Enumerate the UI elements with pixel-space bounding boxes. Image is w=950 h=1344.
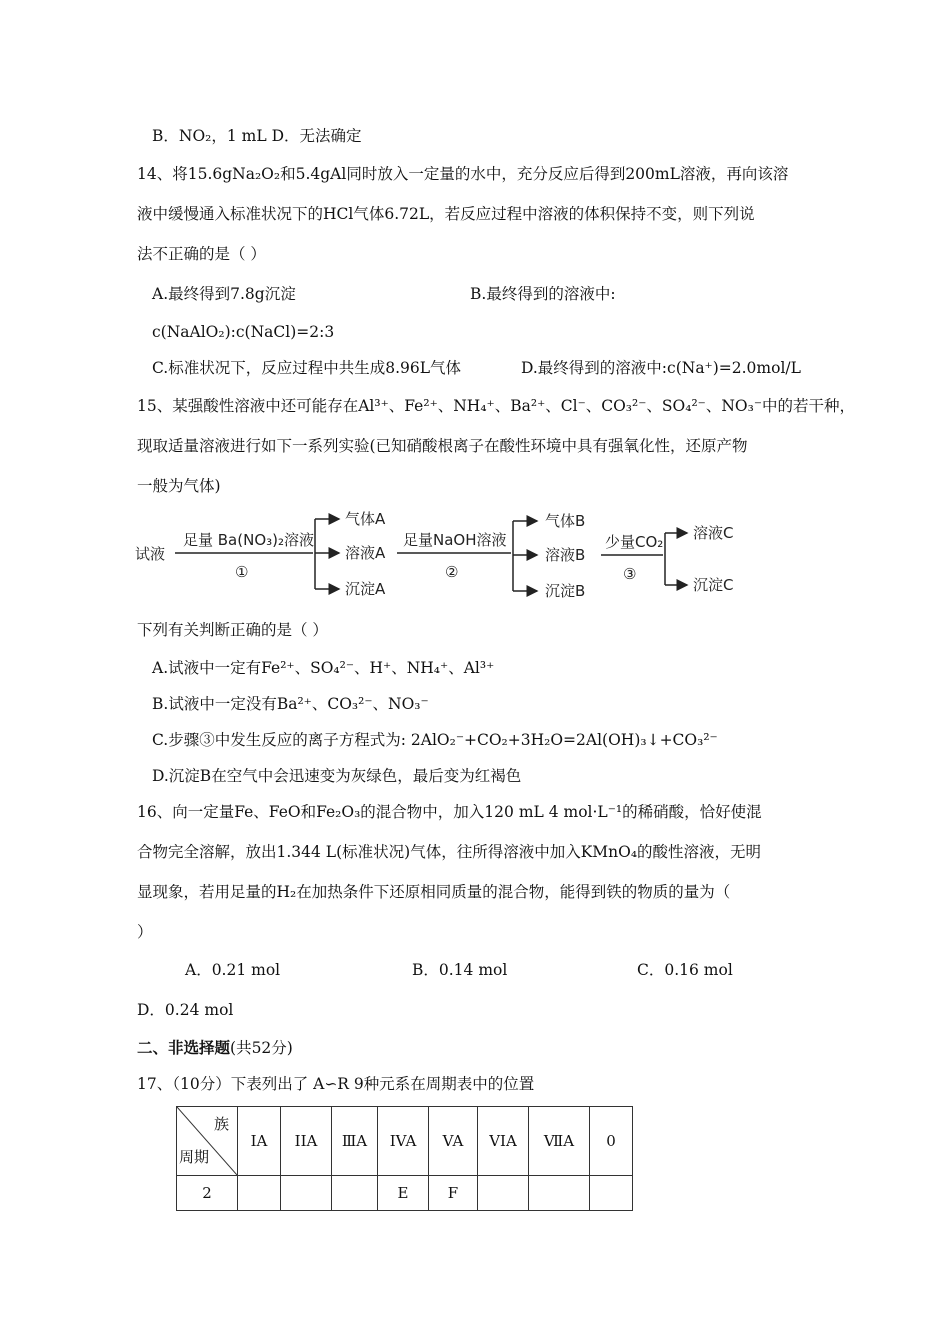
flow-gas-A: 气体A: [345, 510, 386, 528]
question-16-line3: 显现象，若用足量的H₂在加热条件下还原相同质量的混合物，能得到铁的物质的量为（: [137, 883, 731, 901]
flow-solution-A: 溶液A: [345, 544, 386, 562]
group-header: IVA: [378, 1107, 429, 1176]
flow-solution-B: 溶液B: [545, 546, 586, 564]
flow-step3-reagent: 少量CO₂: [605, 533, 664, 551]
question-15-line3: 一般为气体): [137, 477, 221, 495]
group-header: VA: [429, 1107, 478, 1176]
question-17-line1: 17、（10分）下表列出了 A∽R 9种元系在周期表中的位置: [137, 1075, 535, 1093]
q14-option-C: C.标准状况下，反应过程中共生成8.96L气体: [152, 359, 462, 377]
flow-precipitate-B: 沉淀B: [545, 582, 586, 600]
q14-option-B-cont: c(NaAlO₂):c(NaCl)=2:3: [152, 323, 335, 341]
q16-option-C: C．0.16 mol: [637, 961, 733, 979]
table-cell: [590, 1176, 633, 1211]
group-header: VIA: [478, 1107, 529, 1176]
flow-start-label: 试液: [135, 545, 166, 563]
question-14-line1: 14、将15.6gNa₂O₂和5.4gAl同时放入一定量的水中，充分反应后得到200mL溶液，再向该溶: [137, 165, 789, 183]
flow-precipitate-A: 沉淀A: [345, 580, 386, 598]
group-header: IA: [238, 1107, 281, 1176]
question-15-line2: 现取适量溶液进行如下一系列实验(已知硝酸根离子在酸性环境中具有强氧化性，还原产物: [137, 437, 748, 455]
q14-option-D: D.最终得到的溶液中:c(Na⁺)=2.0mol/L: [521, 359, 801, 377]
group-header: ⅦA: [529, 1107, 590, 1176]
option-line-B-D-q13: B．NO₂，1 mL D．无法确定: [152, 127, 362, 145]
q14-option-A: A.最终得到7.8g沉淀: [152, 285, 296, 303]
question-15-prompt: 下列有关判断正确的是（ ）: [137, 621, 328, 639]
q15-option-A: A.试液中一定有Fe²⁺、SO₄²⁻、H⁺、NH₄⁺、Al³⁺: [152, 659, 495, 677]
group-header: IIA: [281, 1107, 332, 1176]
question-14-line3: 法不正确的是（ ）: [137, 245, 266, 263]
question-14-line2: 液中缓慢通入标准状况下的HCl气体6.72L，若反应过程中溶液的体积保持不变，则下列说: [137, 205, 755, 223]
flow-step3-number: ③: [623, 565, 637, 583]
group-header: ⅢA: [332, 1107, 378, 1176]
table-cell: [478, 1176, 529, 1211]
experiment-flowchart: [135, 507, 755, 607]
group-header: 0: [590, 1107, 633, 1176]
q15-option-D: D.沉淀B在空气中会迅速变为灰绿色，最后变为红褐色: [152, 767, 522, 785]
table-cell: F: [429, 1176, 478, 1211]
table-cell: [281, 1176, 332, 1211]
q14-option-B: B.最终得到的溶液中:: [470, 285, 616, 303]
table-cell: [529, 1176, 590, 1211]
flow-step1-number: ①: [235, 563, 249, 581]
table-cell: [238, 1176, 281, 1211]
corner-group-label: 族: [213, 1115, 229, 1133]
period-cell: 2: [177, 1176, 238, 1211]
section-2-score: (共52分): [230, 1039, 293, 1057]
q16-option-D: D．0.24 mol: [137, 1001, 234, 1019]
flow-step1-reagent: 足量 Ba(NO₃)₂溶液: [183, 531, 315, 549]
section-2-heading: [137, 1038, 293, 1058]
question-16-line2: 合物完全溶解，放出1.344 L(标准状况)气体，往所得溶液中加入KMnO₄的酸性溶液，无明: [137, 843, 762, 861]
q15-option-B: B.试液中一定没有Ba²⁺、CO₃²⁻、NO₃⁻: [152, 695, 429, 713]
flow-step2-number: ②: [445, 563, 459, 581]
q15-option-C: C.步骤③中发生反应的离子方程式为: 2AlO₂⁻+CO₂+3H₂O=2Al(OH)₃↓+CO₃²⁻: [152, 731, 718, 749]
question-15-line1: 15、某强酸性溶液中还可能存在Al³⁺、Fe²⁺、NH₄⁺、Ba²⁺、Cl⁻、CO₃²⁻、SO₄²⁻、NO₃⁻中的若干种，: [137, 397, 856, 415]
question-16-line4: ）: [137, 923, 153, 941]
flow-precipitate-C: 沉淀C: [693, 576, 734, 594]
corner-period-label: 周期: [179, 1148, 210, 1166]
periodic-table-grid: [176, 1106, 633, 1211]
flow-step2-reagent: 足量NaOH溶液: [403, 531, 507, 549]
table-corner-cell: [177, 1107, 238, 1176]
table-cell: E: [378, 1176, 429, 1211]
table-cell: [332, 1176, 378, 1211]
q16-option-B: B．0.14 mol: [412, 961, 508, 979]
section-2-title: 二、非选择题: [137, 1038, 231, 1057]
table-row: [177, 1176, 633, 1211]
flow-gas-B: 气体B: [545, 512, 586, 530]
flow-solution-C: 溶液C: [693, 524, 734, 542]
q16-option-A: A．0.21 mol: [185, 961, 281, 979]
question-16-line1: 16、向一定量Fe、FeO和Fe₂O₃的混合物中，加入120 mL 4 mol·L⁻¹的稀硝酸，恰好使混: [137, 803, 762, 821]
table-header-row: [177, 1107, 633, 1176]
